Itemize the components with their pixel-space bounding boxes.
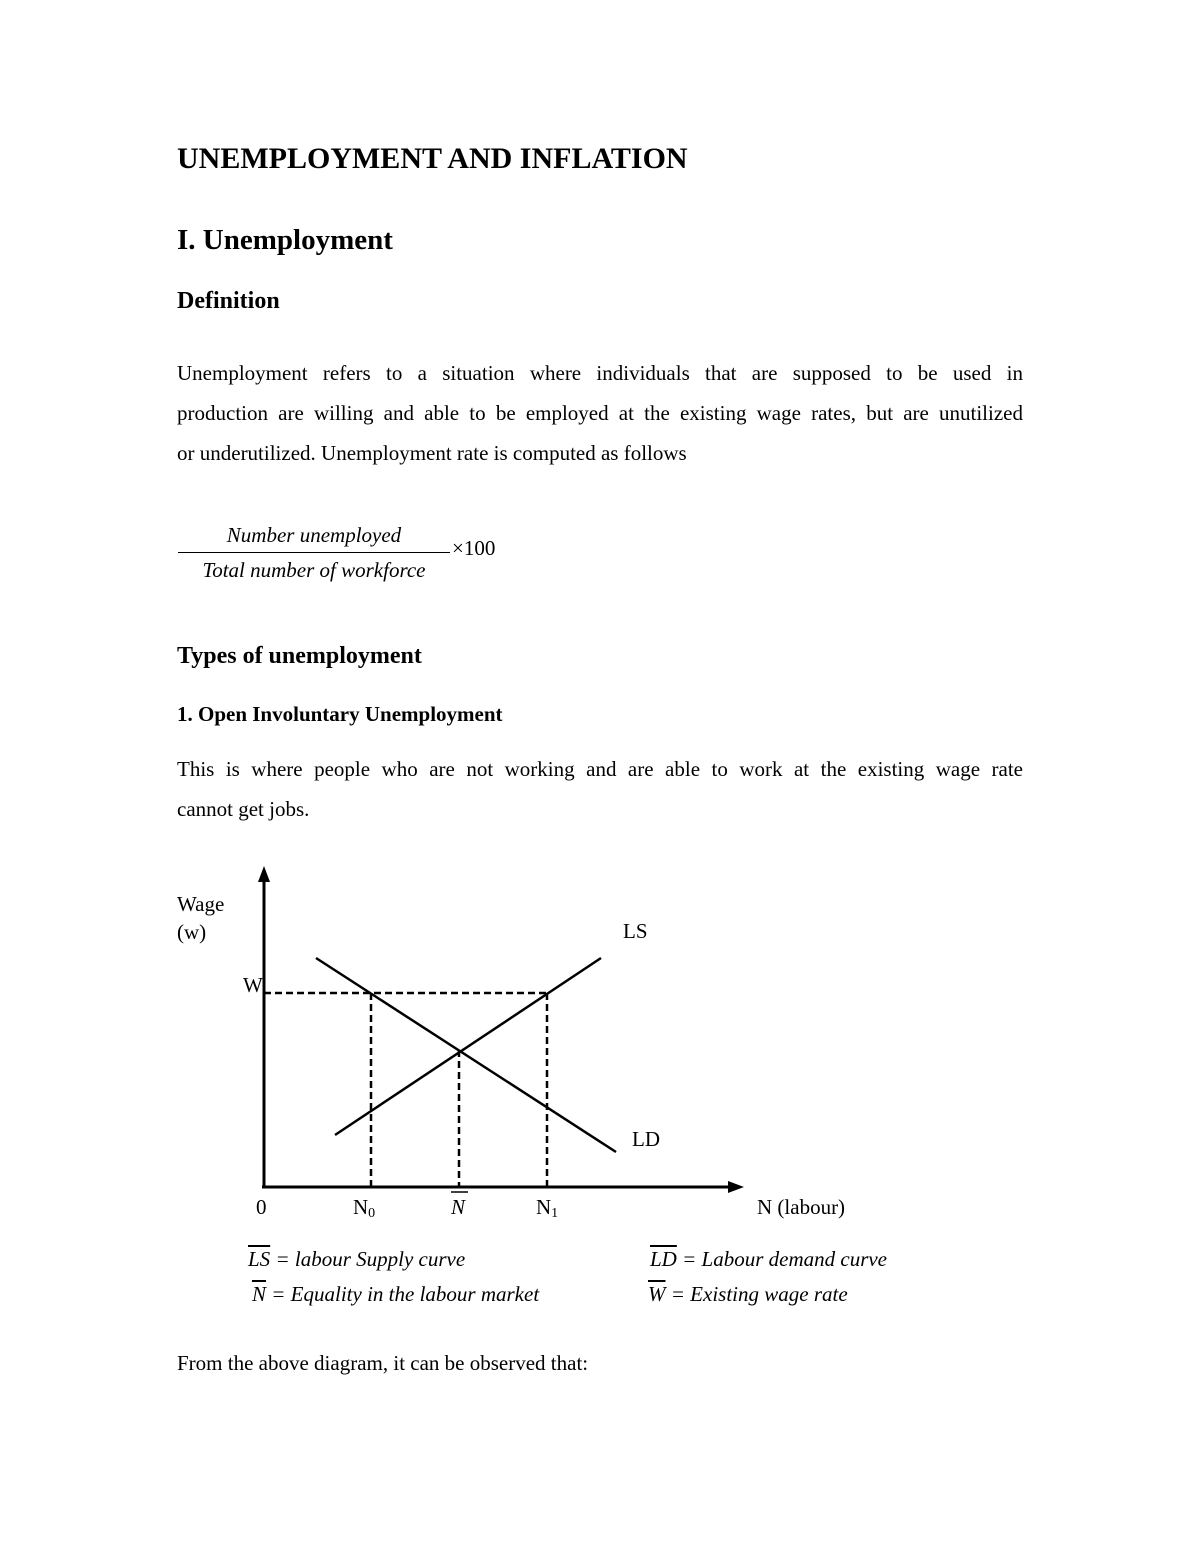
legend-w-symbol: $\overline{W}$: [648, 1282, 666, 1306]
formula-numerator: Number unemployed: [226, 523, 402, 547]
document-title: UNEMPLOYMENT AND INFLATION: [177, 142, 688, 175]
type1-heading: 1. Open Involuntary Unemployment: [177, 702, 503, 726]
legend-ld: [650, 1247, 887, 1272]
types-heading: Types of unemployment: [177, 643, 422, 669]
n1-label: N1: [536, 1195, 559, 1221]
closing-line: From the above diagram, it can be observed that:: [177, 1351, 589, 1375]
section-heading: I. Unemployment: [177, 224, 393, 256]
legend-ld-text: = Labour demand curve: [676, 1247, 888, 1271]
ls-curve-label: LS: [623, 919, 648, 943]
definition-line: production are willing and able to be employed at the existing wage rates, but are unutilized: [177, 401, 1023, 425]
type1-line: This is where people who are not working and are able to work at the existing wage rate: [177, 757, 1023, 781]
definition-line: Unemployment refers to a situation where individuals that are supposed to be used in: [177, 361, 1023, 385]
legend-ls-text: = labour Supply curve: [270, 1247, 466, 1271]
origin-label: 0: [256, 1195, 267, 1219]
ld-curve-label: LD: [632, 1127, 660, 1151]
closing-paragraph: [177, 1343, 1023, 1383]
legend-n-text: = Equality in the labour market: [266, 1282, 540, 1306]
legend-ls-symbol: $\overline{LS}$: [248, 1247, 271, 1271]
n0-label: N0: [353, 1195, 376, 1221]
formula-denominator: Total number of workforce: [202, 558, 426, 582]
legend-n-symbol: $\overline{N}$: [252, 1282, 267, 1306]
y-axis-label-w: (w): [177, 920, 207, 944]
legend-w-text: = Existing wage rate: [665, 1282, 848, 1306]
legend-ld-symbol: $\overline{LD}$: [650, 1247, 677, 1271]
type1-line: cannot get jobs.: [177, 797, 310, 821]
wage-rate-label: W: [243, 973, 263, 997]
legend-n: [252, 1282, 539, 1307]
x-axis-label: N (labour): [757, 1195, 846, 1219]
x-axis-arrow-icon: [728, 1181, 744, 1193]
definition-line: or underutilized. Unemployment rate is computed as follows: [177, 441, 687, 465]
formula-multiplier: ×100: [452, 536, 496, 560]
legend-w: [648, 1282, 848, 1307]
nbar-label: N: [451, 1195, 466, 1219]
labour-supply-curve: [335, 958, 601, 1135]
y-axis-label-wage: Wage: [177, 892, 225, 916]
labour-demand-curve: [316, 958, 616, 1152]
legend-ls: [248, 1247, 465, 1272]
definition-heading: Definition: [177, 288, 280, 314]
y-axis-arrow-icon: [258, 866, 270, 882]
